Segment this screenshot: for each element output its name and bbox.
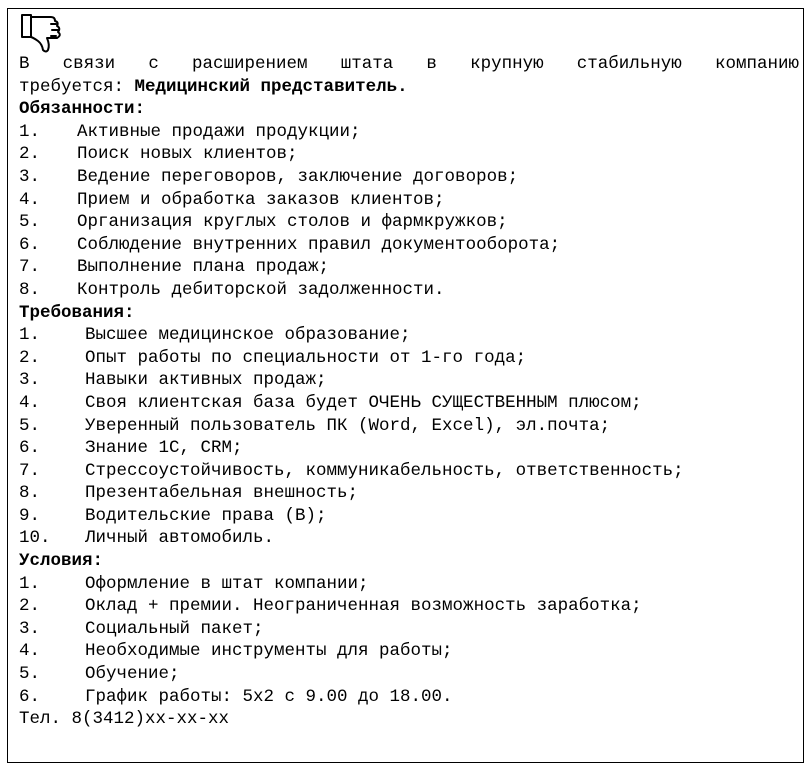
item-number: 7. [19, 257, 41, 278]
item-number: 6. [19, 234, 41, 255]
item-number: 7. [19, 460, 41, 481]
list-item [19, 437, 799, 460]
item-text: Уверенный пользователь ПК (Word, Excel), эл.почта; [85, 415, 611, 436]
intro-line-1: В связи с расширением штата в крупную стабильную компанию [19, 54, 799, 74]
item-text: Организация круглых столов и фармкружков; [77, 212, 508, 233]
list-item [19, 686, 799, 709]
list-item [19, 189, 799, 212]
list-item [19, 460, 799, 483]
item-number: 2. [19, 347, 41, 368]
intro-line-2 [19, 76, 799, 99]
duties-list [19, 121, 799, 302]
item-number: 9. [19, 505, 41, 526]
item-number: 10. [19, 528, 51, 549]
list-item [19, 505, 799, 528]
item-number: 3. [19, 166, 41, 187]
item-text: Активные продажи продукции; [77, 121, 361, 142]
item-number: 6. [19, 686, 41, 707]
requirements-list [19, 324, 799, 550]
document-frame [7, 8, 804, 763]
item-number: 2. [19, 596, 41, 617]
list-item [19, 279, 799, 302]
item-text: Высшее медицинское образование; [85, 325, 411, 346]
list-item [19, 234, 799, 257]
item-number: 4. [19, 189, 41, 210]
list-item [19, 392, 799, 415]
list-item [19, 640, 799, 663]
list-item [19, 573, 799, 596]
item-text: Соблюдение внутренних правил документооборота; [77, 234, 561, 255]
list-item [19, 211, 799, 234]
list-item [19, 415, 799, 438]
item-text: Опыт работы по специальности от 1-го года; [85, 347, 527, 368]
list-item [19, 256, 799, 279]
job-ad-text [19, 53, 799, 731]
list-item [19, 663, 799, 686]
item-number: 8. [19, 279, 41, 300]
item-text: Знание 1С, CRM; [85, 438, 243, 459]
item-number: 4. [19, 392, 41, 413]
list-item [19, 324, 799, 347]
item-number: 3. [19, 370, 41, 391]
list-item [19, 595, 799, 618]
item-text: Ведение переговоров, заключение договоров; [77, 166, 519, 187]
position-title: Медицинский представитель. [134, 76, 408, 97]
list-item [19, 166, 799, 189]
item-text: Навыки активных продаж; [85, 370, 327, 391]
item-number: 1. [19, 121, 41, 142]
list-item [19, 618, 799, 641]
item-text: Своя клиентская база будет ОЧЕНЬ СУЩЕСТВЕННЫМ плюсом; [85, 392, 642, 413]
list-item [19, 347, 799, 370]
list-item [19, 527, 799, 550]
list-item [19, 143, 799, 166]
requirements-heading: Требования: [19, 302, 135, 323]
item-number: 2. [19, 144, 41, 165]
item-number: 8. [19, 483, 41, 504]
item-number: 5. [19, 415, 41, 436]
item-text: Презентабельная внешность; [85, 483, 359, 504]
item-number: 4. [19, 641, 41, 662]
item-number: 1. [19, 573, 41, 594]
conditions-list [19, 573, 799, 709]
item-text: Необходимые инструменты для работы; [85, 641, 453, 662]
list-item [19, 482, 799, 505]
list-item [19, 121, 799, 144]
conditions-heading: Условия: [19, 551, 104, 572]
item-text: Стрессоустойчивость, коммуникабельность, ответственность; [85, 460, 684, 481]
item-text: Оклад + премии. Неограниченная возможность заработка; [85, 596, 642, 617]
list-item [19, 369, 799, 392]
item-text: Выполнение плана продаж; [77, 257, 330, 278]
item-number: 3. [19, 618, 41, 639]
item-number: 5. [19, 212, 41, 233]
item-text: Личный автомобиль. [85, 528, 275, 549]
item-text: График работы: 5х2 с 9.00 до 18.00. [85, 686, 453, 707]
intro-prefix: требуется: [19, 76, 135, 97]
item-text: Поиск новых клиентов; [77, 144, 298, 165]
phone-line: Тел. 8(3412)xx-xx-xx [19, 709, 230, 730]
item-text: Водительские права (В); [85, 505, 327, 526]
item-number: 5. [19, 664, 41, 685]
duties-heading: Обязанности: [19, 99, 146, 120]
item-number: 6. [19, 438, 41, 459]
item-text: Оформление в штат компании; [85, 573, 369, 594]
item-number: 1. [19, 325, 41, 346]
item-text: Обучение; [85, 664, 180, 685]
item-text: Контроль дебиторской задолженности. [77, 279, 445, 300]
item-text: Социальный пакет; [85, 618, 264, 639]
thumbs-down-icon [20, 13, 64, 53]
item-text: Прием и обработка заказов клиентов; [77, 189, 445, 210]
